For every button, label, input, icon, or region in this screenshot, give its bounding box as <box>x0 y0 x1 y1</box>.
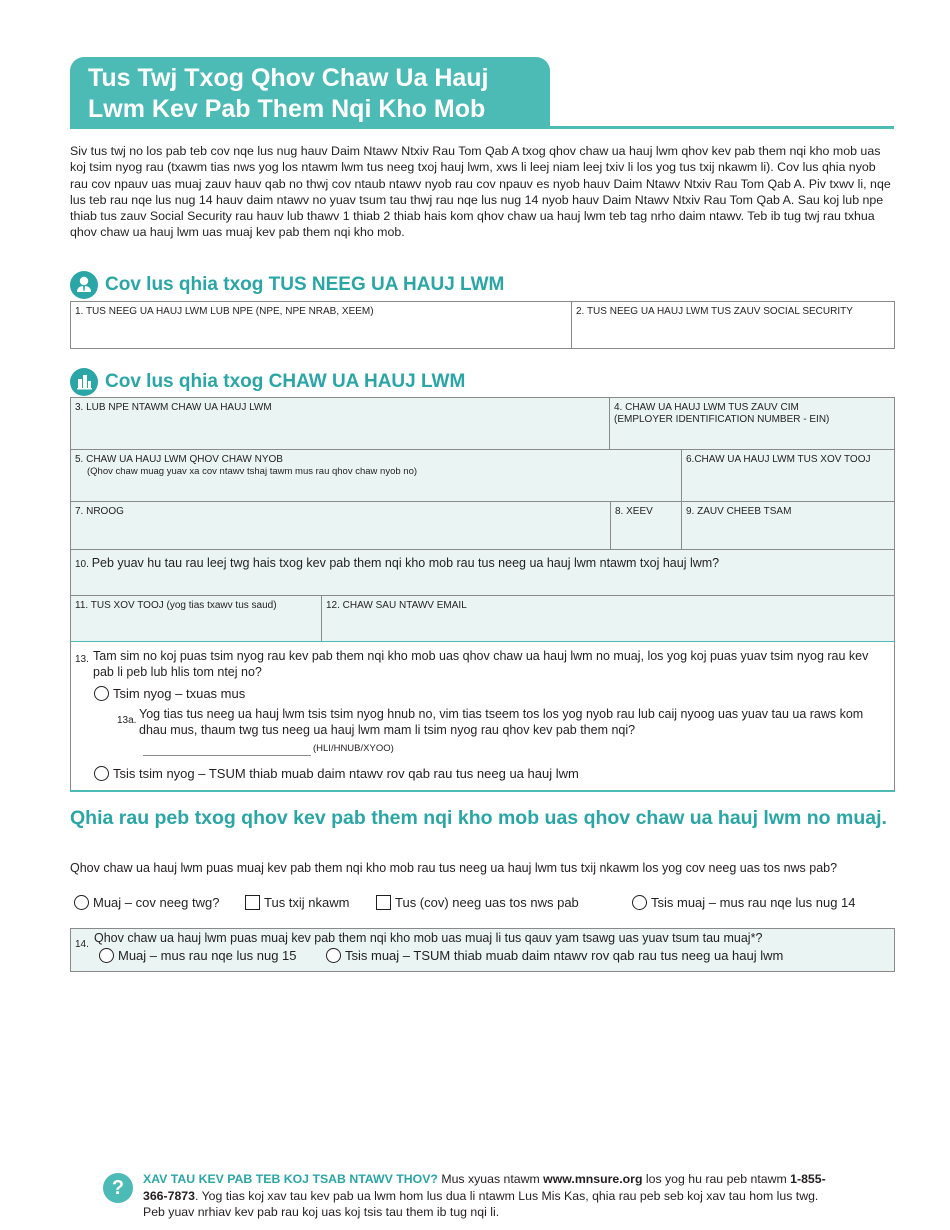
form-title-tab <box>70 57 550 129</box>
q14-yes-radio[interactable] <box>99 948 114 963</box>
state-label: 8. XEEV <box>615 506 653 517</box>
buildings-icon <box>70 368 98 396</box>
help-text-2: los yog hu rau peb ntawm <box>642 1172 791 1186</box>
q13-option-not-eligible[interactable] <box>94 766 579 782</box>
zip-field[interactable] <box>681 501 895 550</box>
help-text-3: . Yog tias koj xav tau kev pab ua lwm hom lus dua li ntawm Lus Mis Kas, qhia rau peb seb koj xav tau hom lus twg. Peb yuav nrhiav kev pab rau koj uas koj tsis tau them ib tug nqi li. <box>143 1188 819 1219</box>
q13-yes-radio[interactable] <box>94 686 109 701</box>
spouse-label: Tus txij nkawm <box>264 895 350 910</box>
city-label: 7. NROOG <box>75 506 124 517</box>
contact-phone-field[interactable] <box>70 595 322 642</box>
help-phone: 1-855-366-7873 <box>143 1172 826 1203</box>
employer-section-title: Cov lus qhia txog CHAW UA HAUJ LWM <box>105 371 466 392</box>
title-divider <box>70 126 894 129</box>
q14-yes-label: Muaj – mus rau nqe lus nug 15 <box>118 948 297 963</box>
contact-question-row <box>70 549 895 596</box>
q14-number: 14. <box>75 939 89 950</box>
date-format-hint: (HLI/HNUB/XYOO) <box>313 743 394 754</box>
employer-ein-label: 4. CHAW UA HAUJ LWM TUS ZAUV CIM <box>614 402 799 413</box>
q14-no-label: Tsis muaj – TSUM thiab muab daim ntawv rov qab rau tus neeg ua hauj lwm <box>345 948 784 963</box>
coverage-yes-label: Muaj – cov neeg twg? <box>93 895 220 910</box>
employee-ssn-field[interactable] <box>571 301 895 349</box>
intro-paragraph: Siv tus twj no los pab teb cov nqe lus nug hauv Daim Ntawv Ntxiv Rau Tom Qab A txog qhov chaw ua hauj lwm qhov kev pab them nqi kho mob uas koj tsim nyog rau (txawm tias nws yog los ntawm lwm tus neeg txoj hauj lwm, xws li leej niam leej txiv li los yog tus txij nkawm li). Cov lus qhia nyob rau cov npauv uas muaj zauv hauv qab no thwj cov ntaub ntawv nyob rau cov npauv es nyob hauv Daim Ntawv Ntxiv Rau Tom Qab A. Piv txwv li, nqe lus teb rau nqe lus nug 14 hauv daim ntawv no yuav tsum tau thwj rau nqe lus nug 14 nyob hauv Daim Ntawv Ntxiv Rau Tom Qab A. Sau koj lub npe thiab tus zauv Social Security rau hauv lub thawv 1 thiab 2 thiab hais kom qhov chaw ua hauj lwm teb tag nrho daim ntawv. Teb ib tug twj rau txhua qhov chaw ua hauj lwm uas muaj kev pab them nqi kho mob. <box>70 144 891 240</box>
q13-option-eligible[interactable] <box>94 686 245 702</box>
q10-text: Peb yuav hu tau rau leej twg hais txog kev pab them nqi kho mob rau tus neeg ua hauj lwm ntawm txoj hauj lwm? <box>91 556 720 570</box>
form-title-line1: Tus Twj Txog Qhov Chaw Ua Hauj <box>88 64 489 92</box>
spouse-checkbox[interactable] <box>245 895 260 910</box>
coverage-no-label: Tsis muaj – mus rau nqe lus nug 14 <box>651 895 856 910</box>
q14-text: Qhov chaw ua hauj lwm puas muaj kev pab them nqi kho mob uas muaj li tus qauv yam tsawg uas yuav tsum tau muaj*? <box>94 931 763 945</box>
employer-phone-label: 6.CHAW UA HAUJ LWM TUS XOV TOOJ <box>686 454 871 465</box>
employer-address-label: 5. CHAW UA HAUJ LWM QHOV CHAW NYOB <box>75 454 283 465</box>
help-footer <box>143 1171 833 1221</box>
coverage-option-spouse[interactable] <box>245 895 349 911</box>
q14-option-no[interactable] <box>326 948 783 964</box>
q13-number: 13. <box>75 654 89 665</box>
coverage-section-heading: Qhia rau peb txog qhov kev pab them nqi kho mob uas qhov chaw ua hauj lwm no muaj. <box>70 807 887 829</box>
q14-no-radio[interactable] <box>326 948 341 963</box>
employer-ein-sublabel: (EMPLOYER IDENTIFICATION NUMBER - EIN) <box>614 414 830 425</box>
state-field[interactable] <box>610 501 682 550</box>
contact-email-field[interactable] <box>321 595 895 642</box>
person-icon <box>70 271 98 299</box>
coverage-option-no[interactable] <box>632 895 856 911</box>
q13a-text: Yog tias tus neeg ua hauj lwm tsis tsim nyog hnub no, vim tias tseem tos los yog nyob rau lub caij nyoog uas yuav tau ua raws kom dhau mus, thaum twg tus neeg ua hauj lwm mam li tsim nyog rau qhov kev pab them nqi? <box>139 707 864 737</box>
q13-no-radio[interactable] <box>94 766 109 781</box>
q13-yes-label: Tsim nyog – txuas mus <box>113 686 246 701</box>
employer-address-field[interactable] <box>70 449 682 502</box>
q10-number: 10. <box>75 559 89 570</box>
q13-divider <box>70 790 895 792</box>
dependents-label: Tus (cov) neeg uas tos nws pab <box>395 895 579 910</box>
q13-no-label: Tsis tsim nyog – TSUM thiab muab daim ntawv rov qab rau tus neeg ua hauj lwm <box>113 766 579 781</box>
city-field[interactable] <box>70 501 611 550</box>
employee-section-heading <box>70 271 504 299</box>
employee-ssn-label: 2. TUS NEEG UA HAUJ LWM TUS ZAUV SOCIAL SECURITY <box>576 306 853 317</box>
question-icon: ? <box>103 1173 133 1203</box>
help-lead: XAV TAU KEV PAB TEB KOJ TSAB NTAWV THOV? <box>143 1172 438 1186</box>
employee-section-title: Cov lus qhia txog TUS NEEG UA HAUJ LWM <box>105 274 505 295</box>
employer-ein-field[interactable] <box>609 397 895 450</box>
employer-phone-field[interactable] <box>681 449 895 502</box>
employer-section-heading <box>70 368 465 396</box>
employer-name-field[interactable] <box>70 397 610 450</box>
form-title-line2: Lwm Kev Pab Them Nqi Kho Mob <box>88 95 486 123</box>
coverage-question: Qhov chaw ua hauj lwm puas muaj kev pab them nqi kho mob rau tus neeg ua hauj lwm tus txij nkawm los yog cov neeg uas tos nws pab? <box>70 861 838 875</box>
employee-name-label: 1. TUS NEEG UA HAUJ LWM LUB NPE (NPE, NPE NRAB, XEEM) <box>75 306 374 317</box>
coverage-option-dependents[interactable] <box>376 895 579 911</box>
help-url-link[interactable]: www.mnsure.org <box>543 1172 643 1186</box>
coverage-no-radio[interactable] <box>632 895 647 910</box>
zip-label: 9. ZAUV CHEEB TSAM <box>686 506 792 517</box>
contact-email-label: 12. CHAW SAU NTAWV EMAIL <box>326 600 467 611</box>
eligibility-date-input[interactable] <box>143 755 311 756</box>
employee-name-field[interactable] <box>70 301 572 349</box>
coverage-option-yes[interactable] <box>74 895 219 911</box>
employer-address-hint: (Qhov chaw muag yuav xa cov ntawv tshaj tawm mus rau qhov chaw nyob no) <box>87 466 418 477</box>
help-text-1: Mus xyuas ntawm <box>437 1172 544 1186</box>
q13-text: Tam sim no koj puas tsim nyog rau kev pab them nqi kho mob uas qhov chaw ua hauj lwm no muaj, los yog koj puas yuav tsim nyog rau kev pab li peb lub hlis tom ntej no? <box>93 649 869 679</box>
employer-name-label: 3. LUB NPE NTAWM CHAW UA HAUJ LWM <box>75 402 272 413</box>
q14-option-yes[interactable] <box>99 948 297 964</box>
contact-phone-label: 11. TUS XOV TOOJ (yog tias txawv tus saud) <box>75 600 277 611</box>
dependents-checkbox[interactable] <box>376 895 391 910</box>
coverage-yes-radio[interactable] <box>74 895 89 910</box>
q13a-number: 13a. <box>117 715 137 726</box>
